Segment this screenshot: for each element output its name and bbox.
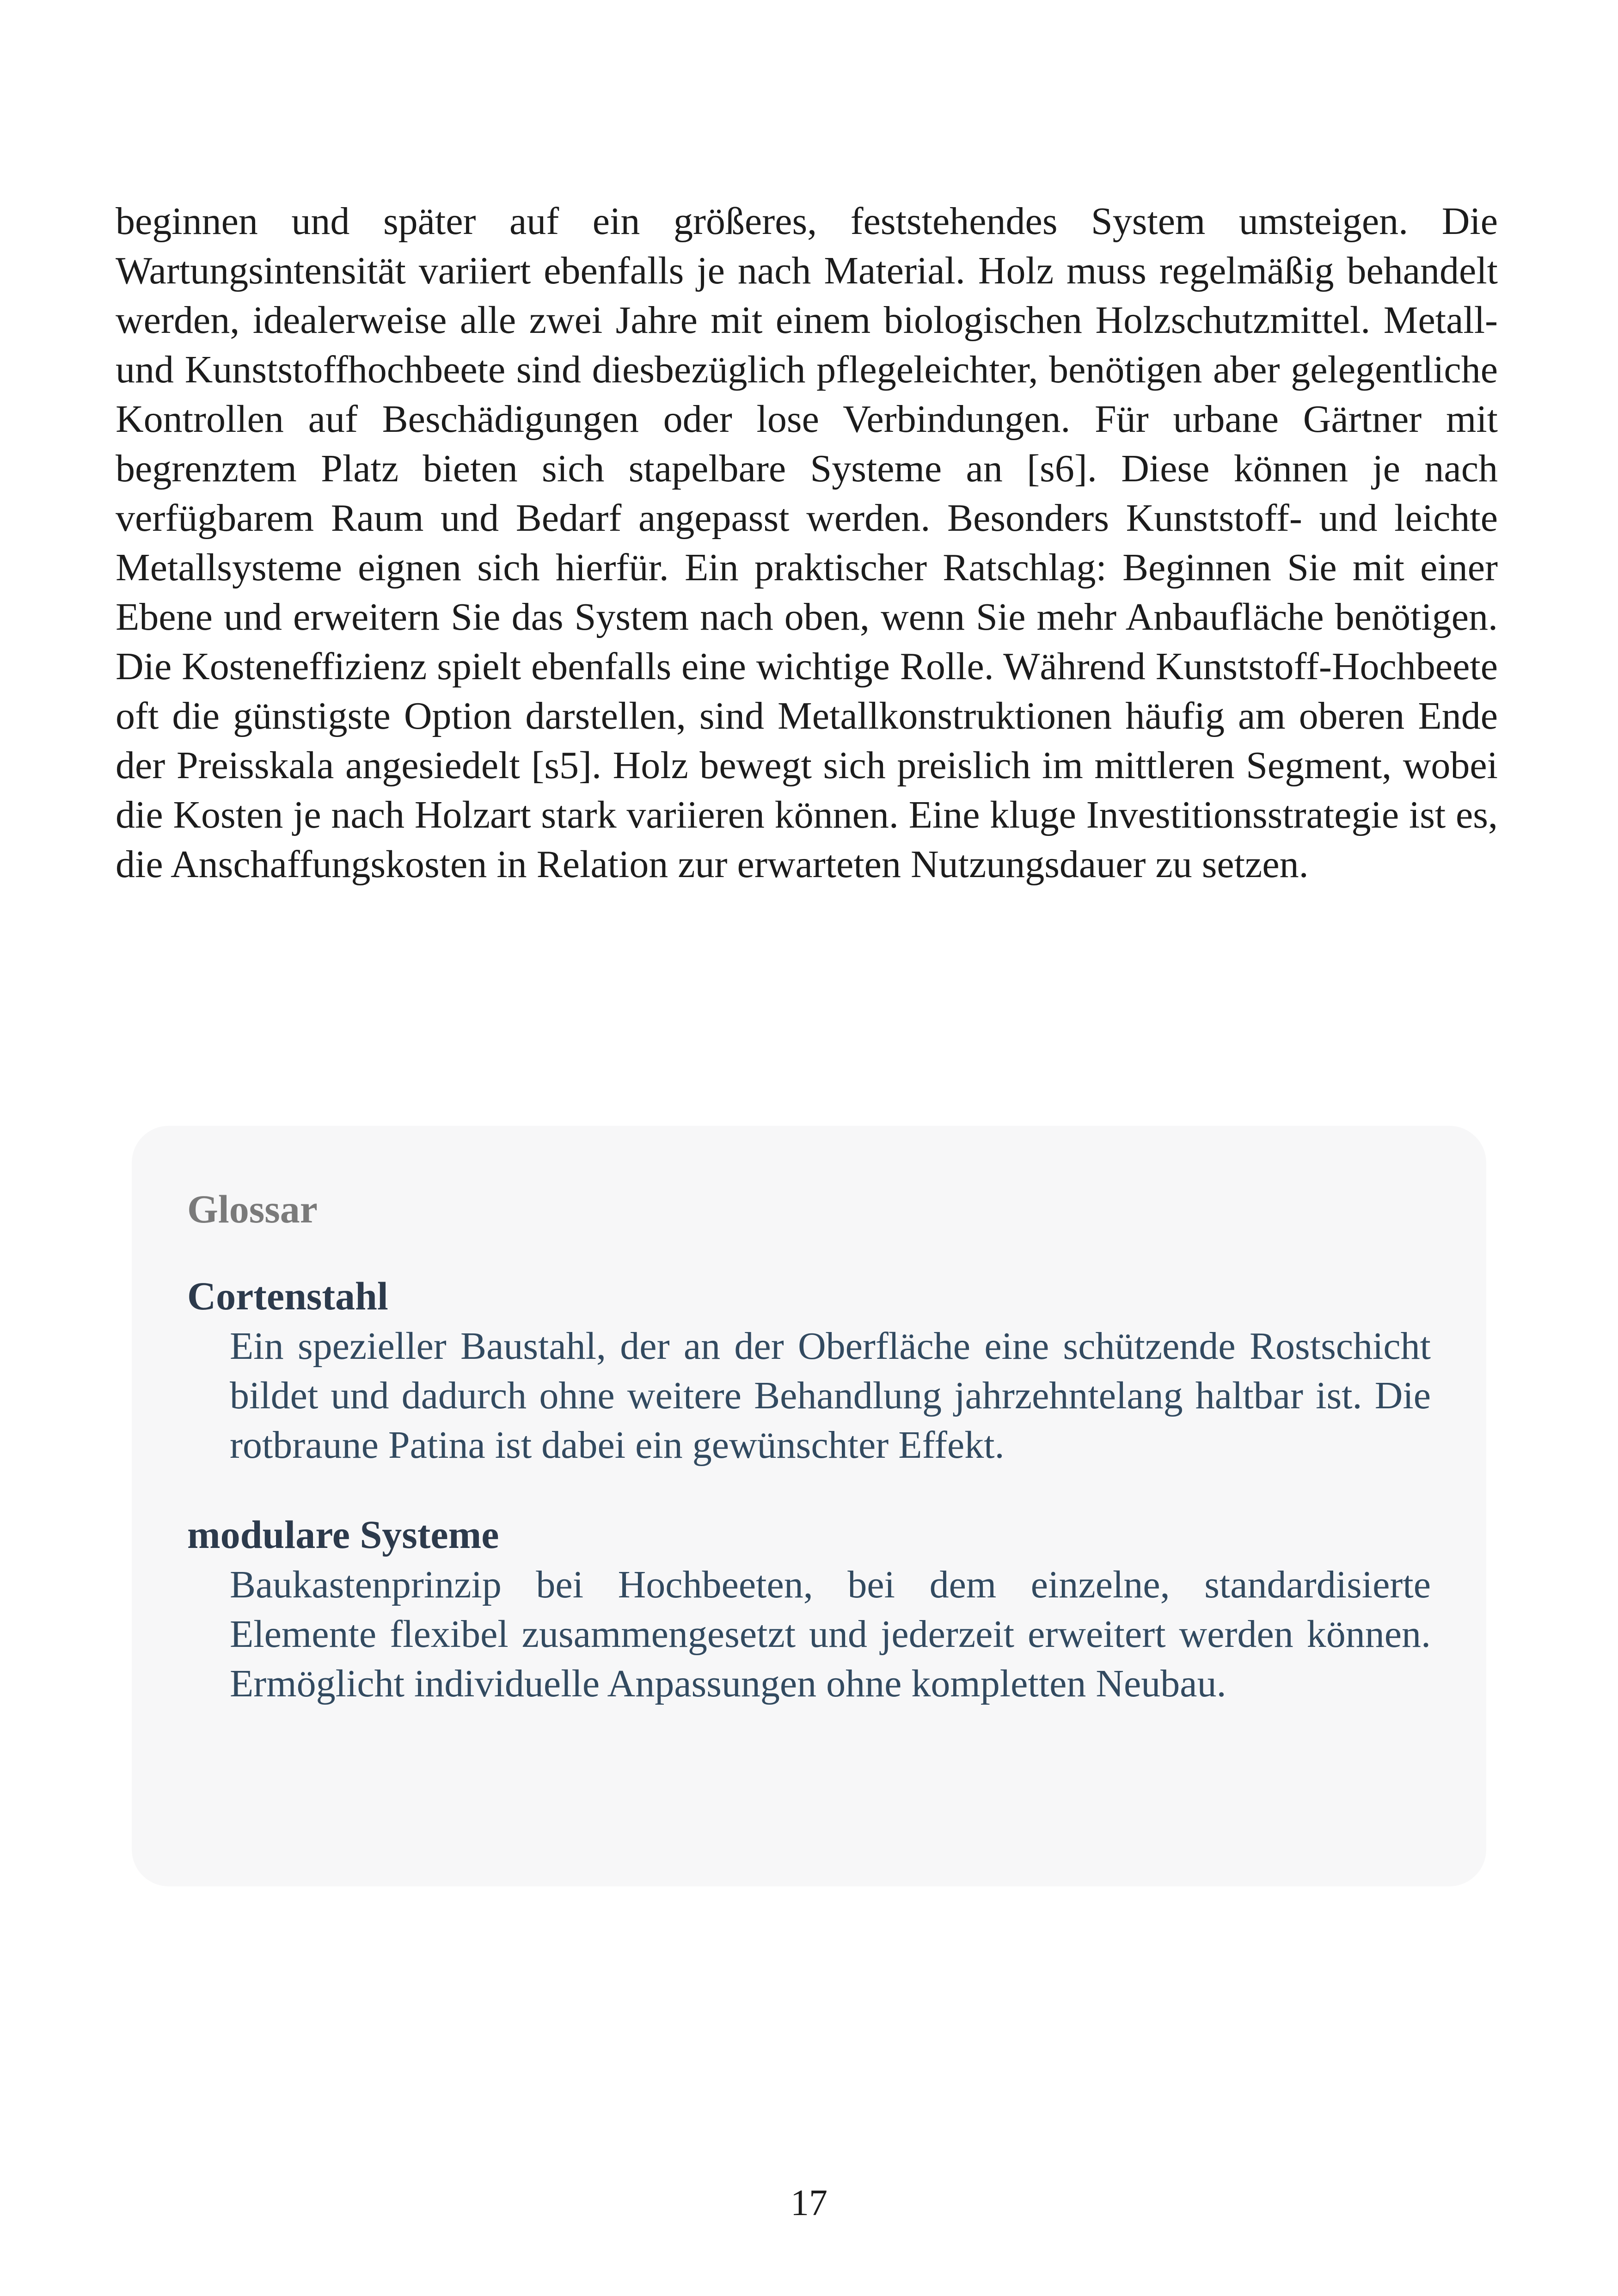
glossary-term: modulare Systeme (187, 1512, 499, 1557)
page-number: 17 (791, 2183, 827, 2223)
body-paragraph: beginnen und später auf ein größeres, feststehendes System umsteigen. Die Wartungsintensität variiert ebenfalls je nach Material. Holz muss regelmäßig behandelt werden, idealerweise alle zwei Jahre mit einem biologischen Holzschutzmittel. Metall- und Kunststoffhochbeete sind diesbezüglich pflegeleichter, benötigen aber gelegentliche Kontrollen auf Beschädigungen oder lose Verbindungen. Für urbane Gärtner mit begrenztem Platz bieten sich stapelbare Systeme an [s6]. Diese können je nach verfügbarem Raum und Bedarf angepasst werden. Besonders Kunststoff- und leichte Metallsysteme eignen sich hierfür. Ein praktischer Ratschlag: Beginnen Sie mit einer Ebene und erweitern Sie das System nach oben, wenn Sie mehr Anbaufläche benötigen. Die Kosteneffizienz spielt ebenfalls eine wichtige Rolle. Während Kunststoff-Hochbeete oft die günstigste Option darstellen, sind Metallkonstruktionen häufig am oberen Ende der Preisskala angesiedelt [s5]. Holz bewegt sich preislich im mittleren Segment, wobei die Kosten je nach Holzart stark variieren können. Eine kluge Investitionsstrategie ist es, die Anschaffungskosten in Relation zur erwarteten Nutzungsdauer zu setzen. (116, 200, 1498, 886)
glossary-term: Cortenstahl (187, 1274, 388, 1318)
glossary-definition: Baukastenprinzip bei Hochbeeten, bei dem einzelne, standardisierte Elemente flexibel zusammengesetzt und jederzeit erweitert werden können. Ermöglicht individuelle Anpassungen ohne kompletten Neubau. (230, 1563, 1431, 1705)
glossary-entry-modulare-systeme (187, 1509, 1431, 1708)
glossary-entry-cortenstahl (187, 1271, 1431, 1470)
glossary-box (132, 1126, 1486, 1886)
glossary-title: Glossar (187, 1187, 318, 1231)
glossary-definition: Ein spezieller Baustahl, der an der Oberfläche eine schützende Rostschicht bildet und dadurch ohne weitere Behandlung jahrzehntelang haltbar ist. Die rotbraune Patina ist dabei ein gewünschter Effekt. (230, 1325, 1431, 1467)
